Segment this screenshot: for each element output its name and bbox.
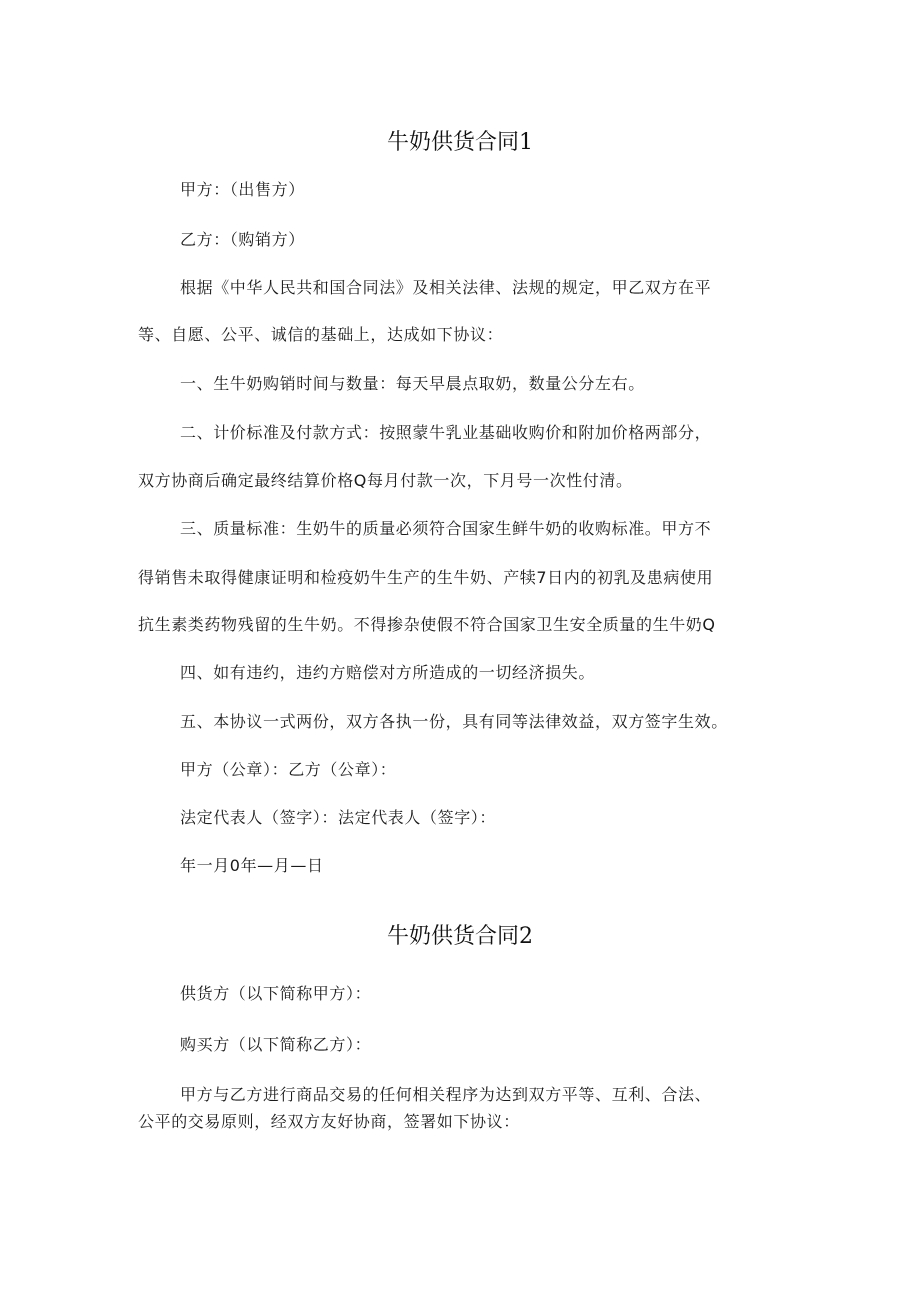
contract2-intro-line-1: 甲方与乙方进行商品交易的任何相关程序为达到双方平等、互利、合法、 <box>180 1085 712 1104</box>
intro-line-2: 等、自愿、公平、诚信的基础上，达成如下协议： <box>138 325 504 344</box>
contract1-title: 牛奶供货合同1 <box>387 130 533 155</box>
seal-line: 甲方（公章）：乙方（公章）： <box>180 760 397 779</box>
intro-line-1: 根据《中华人民共和国合同法》及相关法律、法规的规定，甲乙双方在平 <box>180 278 712 297</box>
representative-line: 法定代表人（签字）：法定代表人（签字）： <box>180 808 497 827</box>
clause-2-line-2: 双方协商后确定最终结算价格Q每月付款一次，下月号一次性付清。 <box>138 471 633 490</box>
clause-1: 一、生牛奶购销时间与数量：每天早晨点取奶，数量公分左右。 <box>180 374 645 393</box>
clause-3-line-3: 抗生素类药物残留的生牛奶。不得掺杂使假不符合国家卫生安全质量的生牛奶Q <box>138 615 716 634</box>
clause-4: 四、如有违约，违约方赔偿对方所造成的一切经济损失。 <box>180 663 596 682</box>
buyer-line: 购买方（以下简称乙方）： <box>180 1035 372 1054</box>
date-line: 年一月0年—月—日 <box>180 856 324 875</box>
supplier-line: 供货方（以下简称甲方）： <box>180 984 372 1003</box>
clause-3-line-2: 得销售未取得健康证明和检疫奶牛生产的生牛奶、产犊7日内的初乳及患病使用 <box>138 568 714 587</box>
contract2-title: 牛奶供货合同2 <box>387 924 533 949</box>
clause-3-line-1: 三、质量标准：生奶牛的质量必须符合国家生鲜牛奶的收购标准。甲方不 <box>180 519 712 538</box>
party-a-line: 甲方：（出售方） <box>180 180 305 199</box>
clause-2-line-1: 二、计价标准及付款方式：按照蒙牛乳业基础收购价和附加价格两部分， <box>180 423 712 442</box>
contract2-intro-line-2: 公平的交易原则，经双方友好协商，签署如下协议： <box>138 1112 520 1131</box>
party-b-line: 乙方：（购销方） <box>180 230 305 249</box>
clause-5: 五、本协议一式两份，双方各执一份，具有同等法律效益，双方签字生效。 <box>180 712 728 731</box>
